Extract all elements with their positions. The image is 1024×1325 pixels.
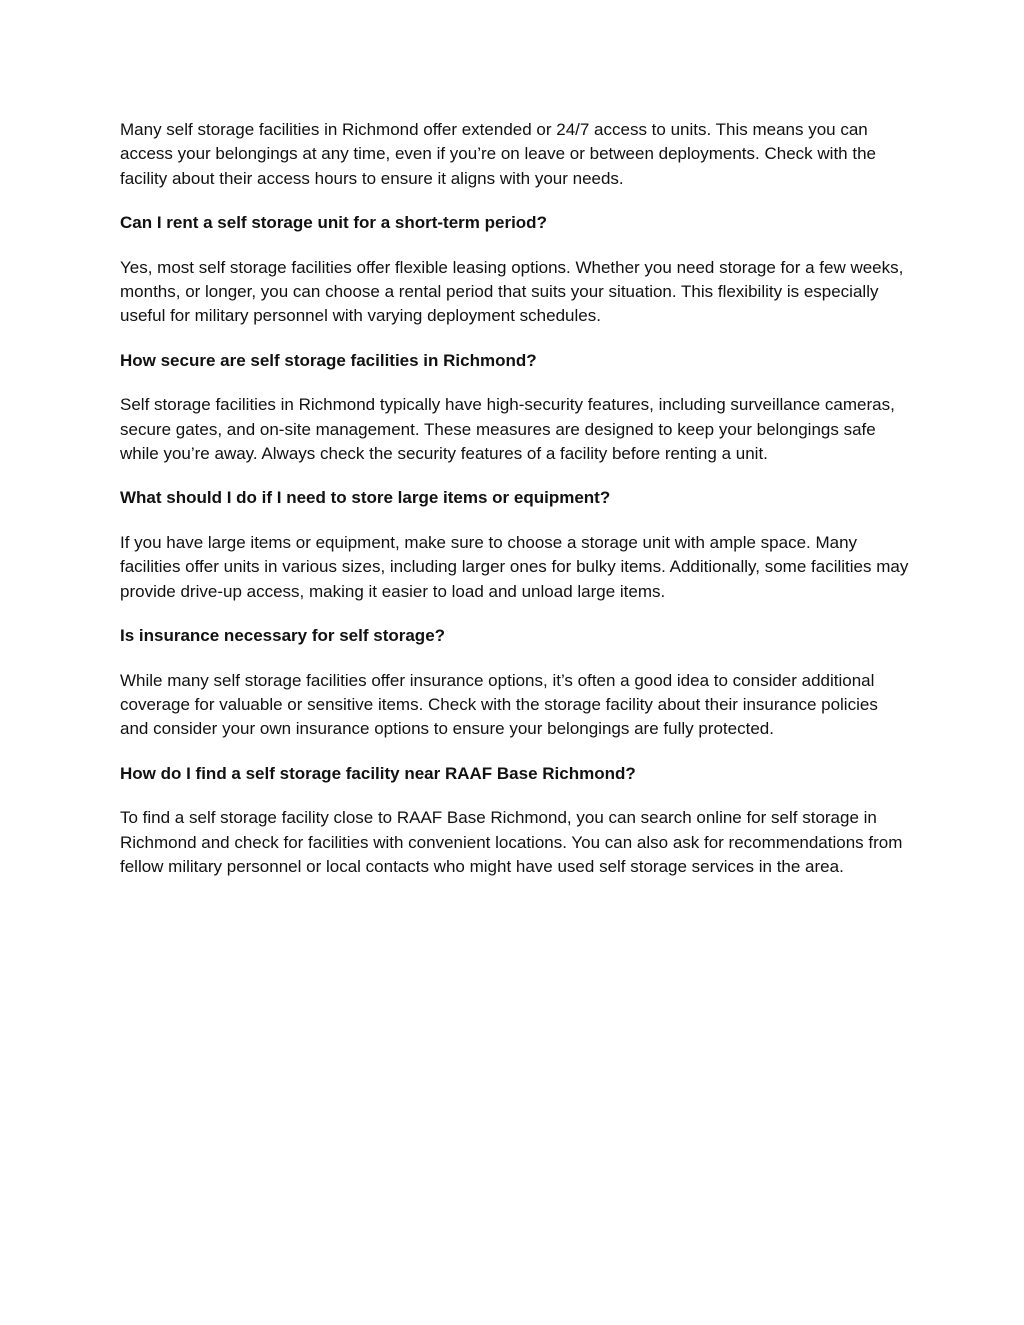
faq-answer-security: Self storage facilities in Richmond typically have high-security features, including surveillance cameras, secure gates, and on-site management. These measures are designed to keep your belongings safe while you’re away. Always check the security features of a facility before renting a unit.: [120, 395, 895, 464]
faq-answer-find-facility: To find a self storage facility close to RAAF Base Richmond, you can search online for self storage in Richmond and check for facilities with convenient locations. You can also ask for recommendations from fellow military personnel or local contacts who might have used self storage services in the area.: [120, 808, 903, 876]
faq-question-insurance: Is insurance necessary for self storage?: [120, 626, 446, 646]
document-page: [120, 118, 910, 899]
faq-question-find-facility: How do I find a self storage facility near RAAF Base Richmond?: [120, 763, 636, 783]
faq-question-short-term: Can I rent a self storage unit for a short-term period?: [120, 213, 547, 233]
faq-answer-insurance: While many self storage facilities offer insurance options, it’s often a good idea to consider additional coverage for valuable or sensitive items. Check with the storage facility about their insurance policies and consider your own insurance options to ensure your belongings are fully protected.: [120, 670, 878, 739]
faq-question-large-items: What should I do if I need to store large items or equipment?: [120, 488, 611, 508]
intro-paragraph: Many self storage facilities in Richmond offer extended or 24/7 access to units. This means you can access your belongings at any time, even if you’re on leave or between deployments. Check with the facility about their access hours to ensure it aligns with your needs.: [120, 120, 876, 188]
faq-answer-large-items: If you have large items or equipment, make sure to choose a storage unit with ample space. Many facilities offer units in various sizes, including larger ones for bulky items. Additionally, some facilities may provide drive-up access, making it easier to load and unload large items.: [120, 532, 909, 601]
faq-question-security: How secure are self storage facilities in Richmond?: [120, 350, 537, 370]
faq-answer-short-term: Yes, most self storage facilities offer flexible leasing options. Whether you need storage for a few weeks, months, or longer, you can choose a rental period that suits your situation. This flexibility is especially useful for military personnel with varying deployment schedules.: [120, 257, 904, 326]
